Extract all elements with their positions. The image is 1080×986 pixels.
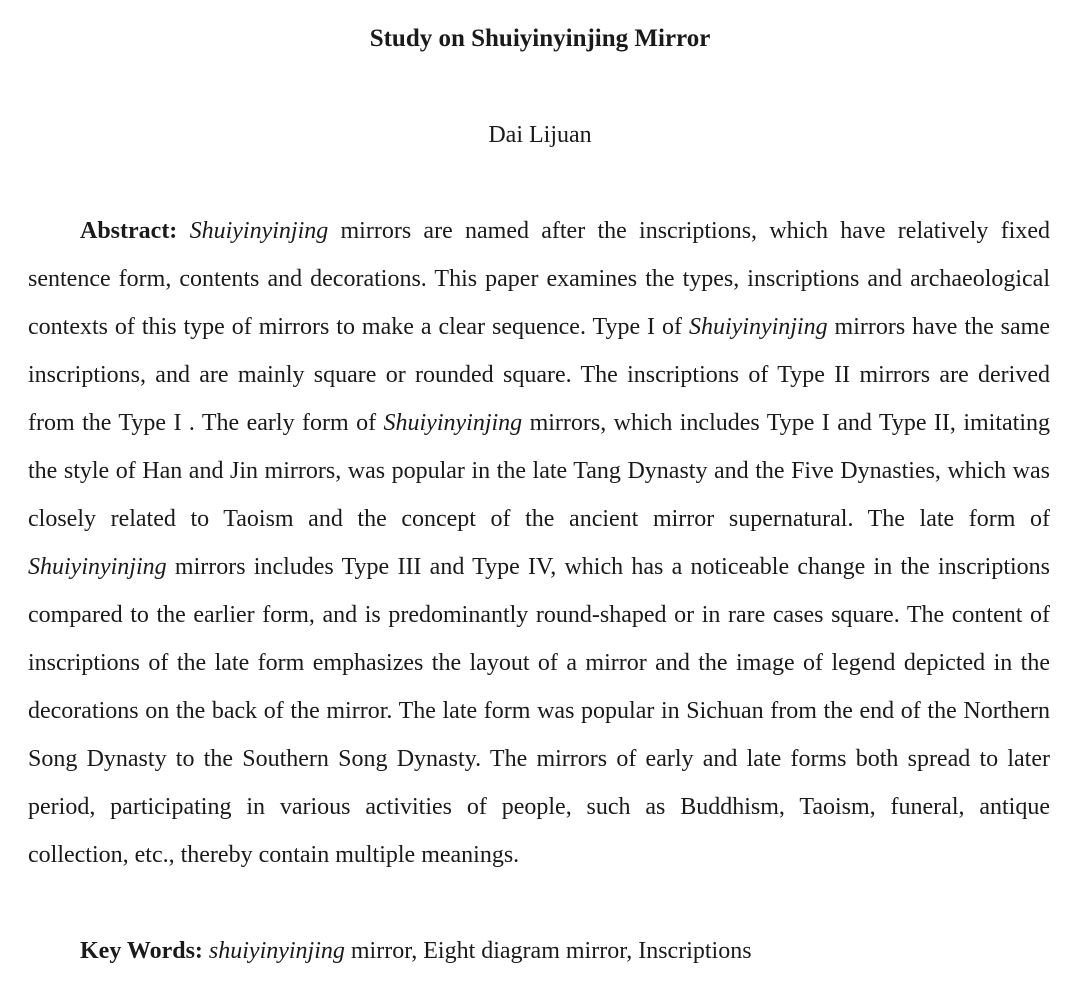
keywords-label: Key Words: [80, 938, 203, 964]
abstract-text: mirrors are named after the inscriptions, which have relatively fixed sentence form, contents and decorations. This paper examines the types, inscriptions and archaeological contexts of this type of mirrors to make a clear sequence. Type I of [28, 218, 1051, 340]
abstract-text: mirrors, which includes Type I and Type II, imitating the style of Han and Jin mirrors, was popular in the late Tang Dynasty and the Five Dynasties, which was closely related to Taoism and the concept of the ancient mirror supernatural. The late form of [28, 410, 1051, 532]
abstract-italic-term: Shuiyinyinjing [28, 554, 167, 580]
keywords-line [80, 927, 1050, 975]
abstract-italic-term: Shuiyinyinjing [688, 314, 828, 340]
abstract-italic-term: Shuiyinyinjing [383, 410, 523, 436]
abstract-paragraph [28, 207, 1050, 879]
abstract-label: Abstract: [80, 218, 178, 244]
abstract-italic-term: Shuiyinyinjing [189, 218, 329, 244]
abstract-text: mirrors have the same inscriptions, and are mainly square or rounded square. The inscriptions of Type II mirrors are derived from the Type I . The early form of [28, 314, 1050, 436]
keywords-text: mirror, Eight diagram mirror, Inscriptions [344, 938, 752, 964]
paper-title: Study on Shuiyinyinjing Mirror [369, 25, 711, 52]
keywords-italic-term: shuiyinyinjing [208, 938, 345, 964]
abstract-text: mirrors includes Type III and Type IV, which has a noticeable change in the inscriptions compared to the earlier form, and is predominantly round-shaped or in rare cases square. The content of inscriptions of the late form emphasizes the layout of a mirror and the image of legend depicted in the decorations on the back of the mirror. The late form was popular in Sichuan from the end of the Northern Song Dynasty to the Southern Song Dynasty. The mirrors of early and late forms both spread to later period, participating in various activities of people, such as Buddhism, Taoism, funeral, antique collection, etc., thereby contain multiple meanings. [28, 554, 1050, 868]
paper-author: Dai Lijuan [488, 122, 592, 148]
